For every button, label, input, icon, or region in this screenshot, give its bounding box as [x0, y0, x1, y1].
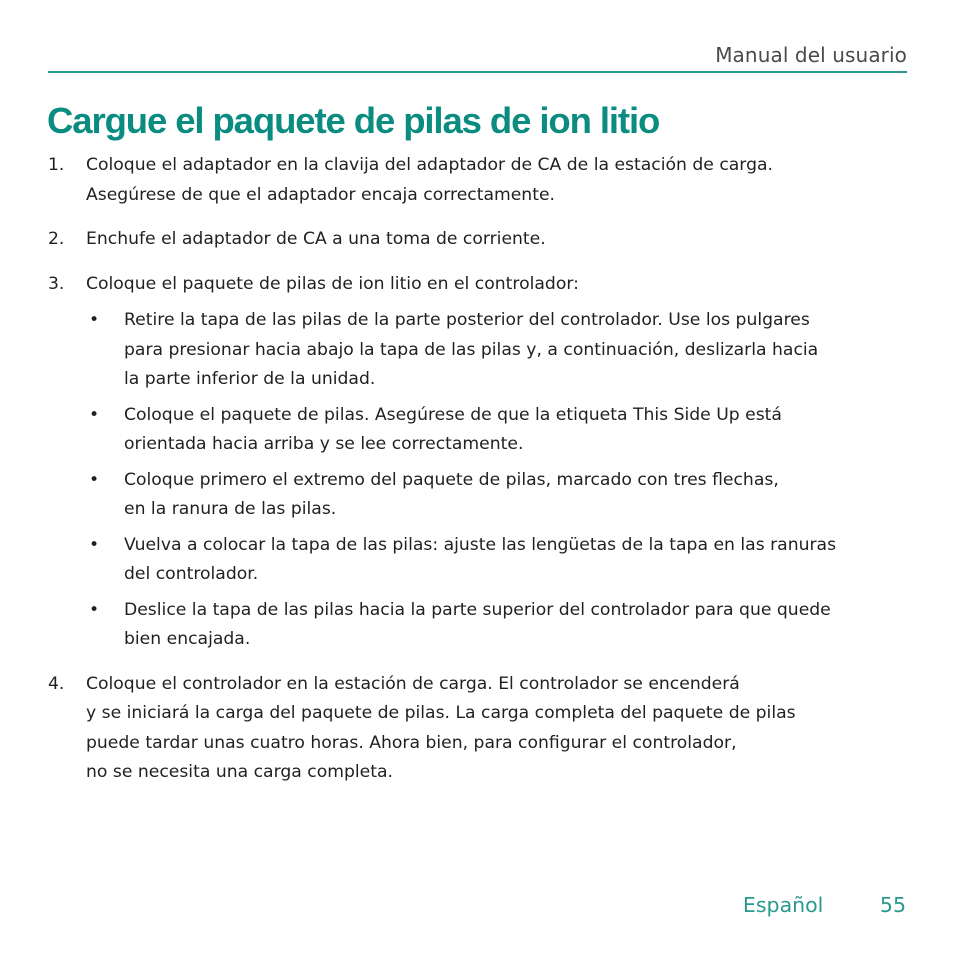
- step-text: [86, 270, 914, 300]
- footer-language: Español: [742, 893, 824, 917]
- bullet-item: [86, 531, 914, 590]
- step-2: [0, 225, 954, 255]
- page-footer: [743, 893, 906, 917]
- text-line: Coloque el paquete de pilas de ion litio en el controlador:: [86, 273, 579, 294]
- bullet-item: [86, 401, 914, 460]
- text-line: Asegúrese de que el adaptador encaja correctamente.: [86, 184, 555, 205]
- bullet-item: [86, 306, 914, 395]
- bullet-icon: •: [89, 469, 100, 490]
- text-line: en la ranura de las pilas.: [124, 499, 337, 519]
- text-line: Coloque el adaptador en la clavija del adaptador de CA de la estación de carga.: [86, 155, 773, 175]
- text-line: orientada hacia arriba y se lee correctamente.: [124, 434, 524, 454]
- text-line: para presionar hacia abajo la tapa de las pilas y, a continuación, deslizarla hacia: [124, 339, 819, 360]
- text-line: Vuelva a colocar la tapa de las pilas: ajuste las lengüetas de la tapa en las ranuras: [124, 534, 837, 555]
- text-line: bien encajada.: [124, 629, 251, 649]
- text-line: puede tardar unas cuatro horas. Ahora bien, para configurar el controlador,: [86, 732, 737, 753]
- text-line: y se iniciará la carga del paquete de pilas. La carga completa del paquete de pilas: [86, 703, 796, 723]
- bullet-icon: •: [89, 404, 100, 425]
- text-line: Coloque el controlador en la estación de carga. El controlador se encenderá: [86, 673, 740, 694]
- step-4: [0, 670, 954, 788]
- step-text: [86, 670, 914, 788]
- step-number: 1.: [48, 155, 65, 175]
- text-line: no se necesita una carga completa.: [86, 762, 393, 782]
- bullet-item: [86, 466, 914, 525]
- bullet-icon: •: [89, 599, 100, 620]
- step-number: 2.: [48, 229, 65, 249]
- header-divider: [48, 71, 907, 73]
- bullet-list: [86, 306, 914, 655]
- step-number: 3.: [48, 273, 65, 294]
- step-text: [86, 151, 914, 210]
- text-line: Coloque el paquete de pilas. Asegúrese de que la etiqueta This Side Up está: [124, 404, 782, 425]
- step-3: [0, 270, 954, 655]
- step-number: 4.: [48, 673, 65, 694]
- text-line: del controlador.: [124, 564, 259, 584]
- running-header: Manual del usuario: [715, 43, 907, 67]
- bullet-icon: •: [89, 310, 100, 330]
- text-line: Deslice la tapa de las pilas hacia la parte superior del controlador para que quede: [124, 599, 831, 620]
- bullet-item: [86, 596, 914, 655]
- text-line: la parte inferior de la unidad.: [124, 369, 376, 389]
- step-list: [0, 151, 954, 803]
- step-1: [0, 151, 954, 210]
- step-text: [86, 225, 914, 255]
- page-title: Cargue el paquete de pilas de ion litio: [47, 100, 660, 141]
- text-line: Retire la tapa de las pilas de la parte posterior del controlador. Use los pulgares: [124, 310, 810, 330]
- text-line: Coloque primero el extremo del paquete de pilas, marcado con tres flechas,: [124, 469, 779, 490]
- bullet-icon: •: [89, 534, 100, 555]
- page-number: 55: [879, 893, 906, 917]
- text-line: Enchufe el adaptador de CA a una toma de corriente.: [86, 229, 546, 249]
